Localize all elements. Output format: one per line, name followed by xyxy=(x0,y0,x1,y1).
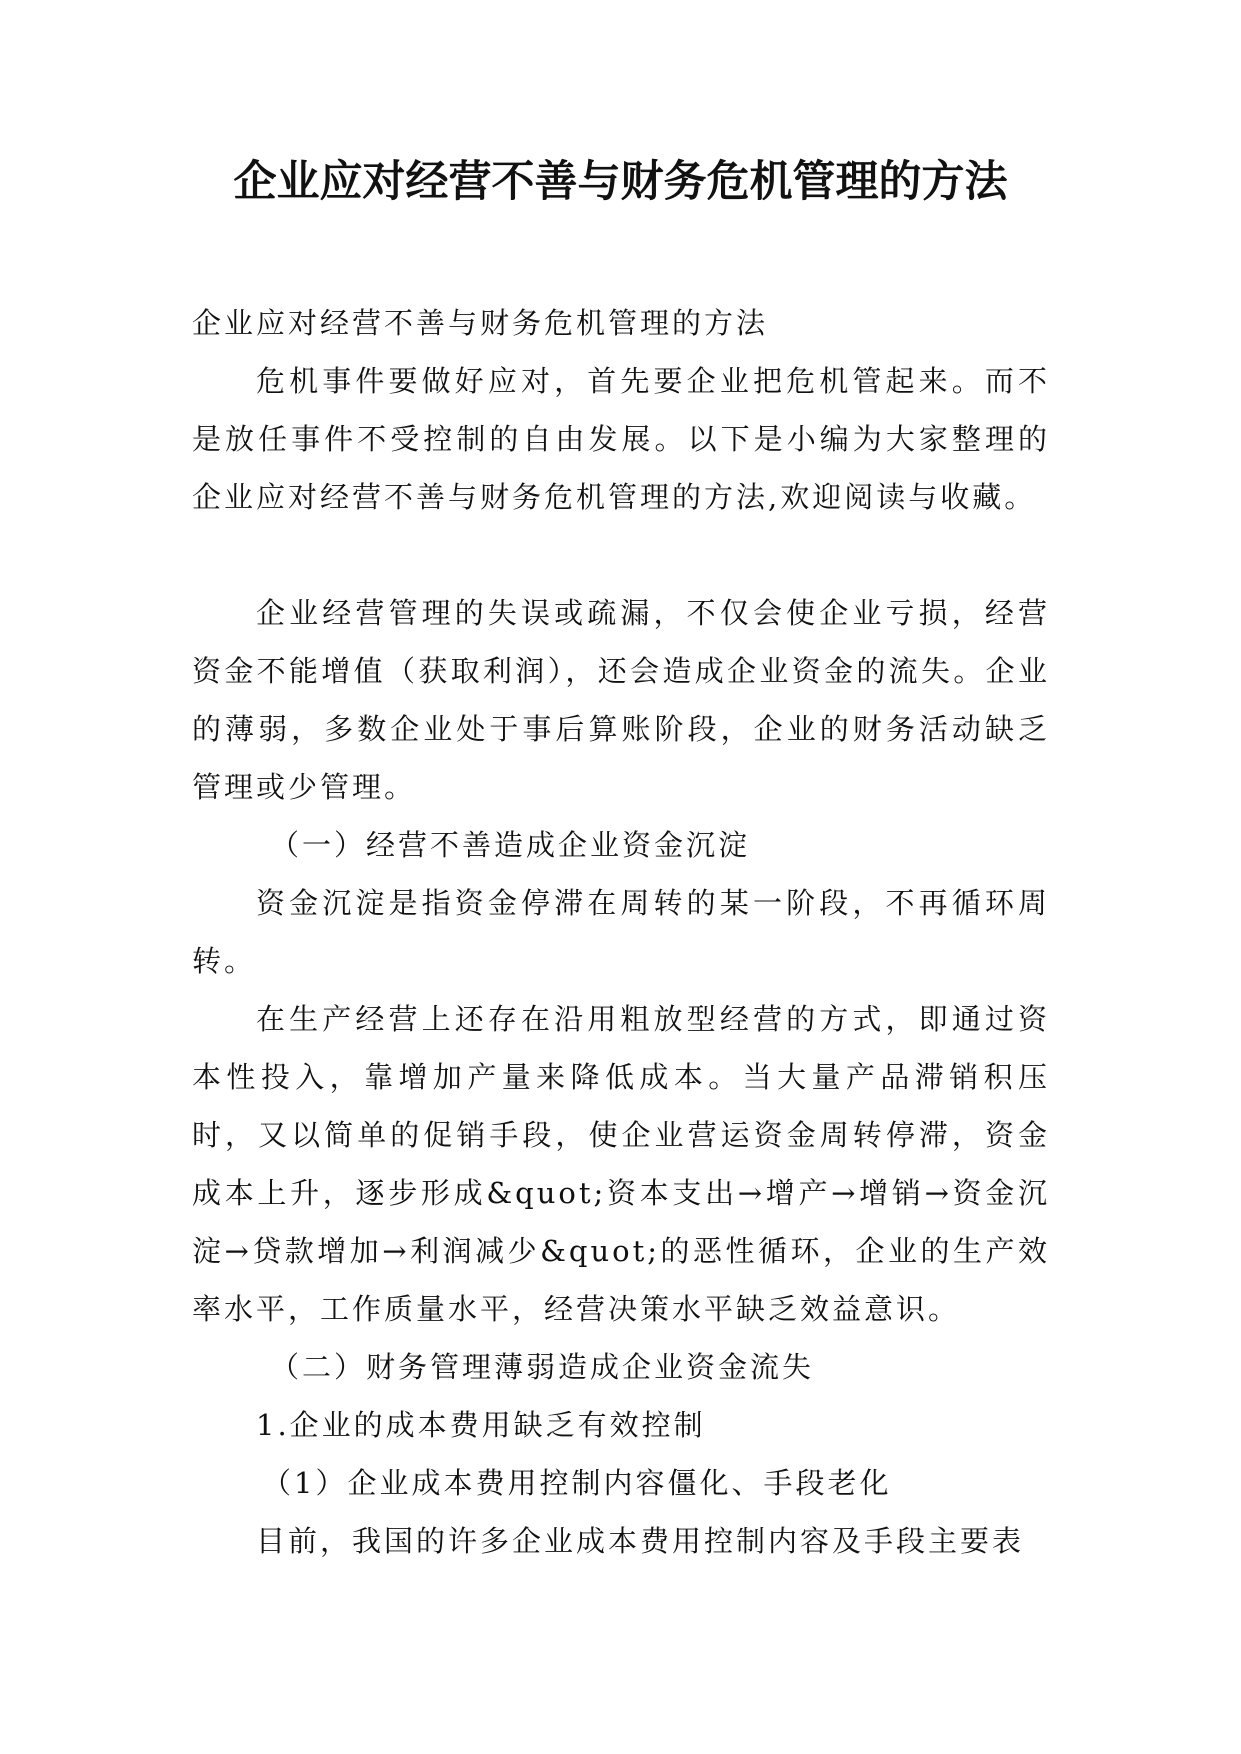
document-title: 企业应对经营不善与财务危机管理的方法 xyxy=(233,157,1008,207)
subsection-item: （1）企业成本费用控制内容僵化、手段老化 xyxy=(262,1466,892,1500)
body-paragraph: 资金沉淀是指资金停滞在周转的某一阶段，不再循环周转。 xyxy=(192,886,1050,978)
body-paragraph: 在生产经营上还存在沿用粗放型经营的方式，即通过资本性投入，靠增加产量来降低成本。当大量产品滞销积压时，又以简单的促销手段，使企业营运资金周转停滞，资金成本上升，逐步形成&quot;资本支出→增产→增销→资金沉淀→贷款增加→利润减少&quot;的恶性循环，企业的生产效率水平，工作质量水平，经营决策水平缺乏效益意识。 xyxy=(192,1002,1050,1326)
intro-paragraph: 危机事件要做好应对，首先要企业把危机管起来。而不是放任事件不受控制的自由发展。以下是小编为大家整理的企业应对经营不善与财务危机管理的方法,欢迎阅读与收藏。 xyxy=(192,364,1050,514)
section-heading: （一）经营不善造成企业资金沉淀 xyxy=(270,828,751,862)
body-paragraph: 企业经营管理的失误或疏漏，不仅会使企业亏损，经营资金不能增值（获取利润），还会造成企业资金的流失。企业的薄弱，多数企业处于事后算账阶段，企业的财务活动缺乏管理或少管理。 xyxy=(192,596,1050,804)
subsection-heading: 1.企业的成本费用缺乏有效控制 xyxy=(256,1408,706,1442)
paragraph-gap xyxy=(192,526,1050,584)
document-body xyxy=(192,294,1050,1570)
section-heading: （二）财务管理薄弱造成企业资金流失 xyxy=(270,1350,815,1384)
subtitle-paragraph: 企业应对经营不善与财务危机管理的方法 xyxy=(192,306,769,340)
body-paragraph: 目前，我国的许多企业成本费用控制内容及手段主要表 xyxy=(256,1524,1025,1558)
